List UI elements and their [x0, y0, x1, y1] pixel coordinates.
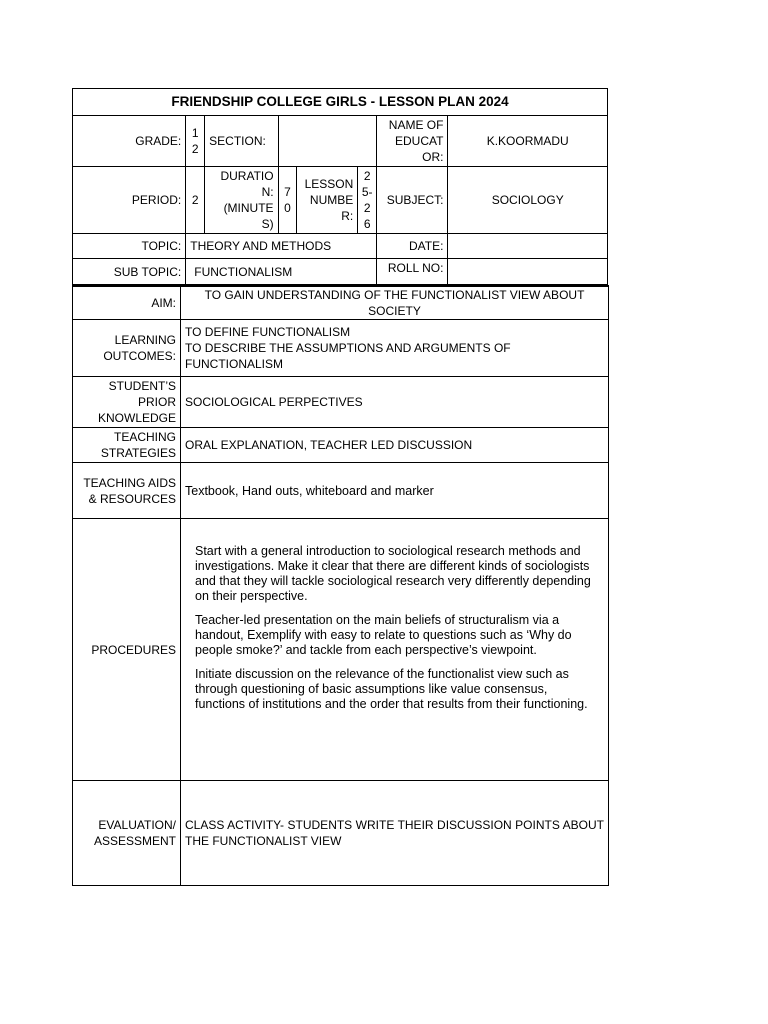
lesson-plan-document [72, 88, 608, 886]
topic-value: THEORY AND METHODS [186, 234, 377, 259]
duration-value: 7 0 [278, 167, 297, 234]
prior-knowledge-value: SOCIOLOGICAL PERPECTIVES [181, 377, 609, 428]
lesson-number-label: LESSON NUMBE R: [297, 167, 358, 234]
date-value [448, 234, 608, 259]
subject-value: SOCIOLOGY [448, 167, 608, 234]
educator-label: NAME OF EDUCAT OR: [377, 116, 448, 167]
topic-label: TOPIC: [73, 234, 186, 259]
educator-value: K.KOORMADU [448, 116, 608, 167]
subject-label: SUBJECT: [377, 167, 448, 234]
period-value: 2 [186, 167, 205, 234]
section-value [278, 116, 377, 167]
learning-outcome-item: TO DESCRIBE THE ASSUMPTIONS AND ARGUMENTS OF FUNCTIONALISM [185, 341, 511, 371]
roll-no-value [448, 259, 608, 285]
procedure-step: Initiate discussion on the relevance of the functionalist view such as through questioning of basic assumptions like value consensus, functions of institutions and the order that results from their functioning. [195, 667, 588, 711]
evaluation-label: EVALUATION/ ASSESSMENT [73, 781, 181, 886]
subtopic-value: FUNCTIONALISM [186, 259, 377, 285]
learning-outcome-item: TO DEFINE FUNCTIONALISM [185, 325, 351, 339]
learning-outcomes-value [181, 320, 609, 377]
period-label: PERIOD: [73, 167, 186, 234]
lesson-number-value: 2 5- 2 6 [358, 167, 377, 234]
evaluation-value: CLASS ACTIVITY- STUDENTS WRITE THEIR DISCUSSION POINTS ABOUT THE FUNCTIONALIST VIEW [181, 781, 609, 886]
procedures-value [181, 519, 609, 781]
teaching-strategies-value: ORAL EXPLANATION, TEACHER LED DISCUSSION [181, 428, 609, 463]
grade-value: 1 2 [186, 116, 205, 167]
aim-value: TO GAIN UNDERSTANDING OF THE FUNCTIONALIST VIEW ABOUT SOCIETY [181, 286, 609, 320]
prior-knowledge-label: STUDENT’S PRIOR KNOWLEDGE [73, 377, 181, 428]
aim-label: AIM: [73, 286, 181, 320]
teaching-strategies-label: TEACHING STRATEGIES [73, 428, 181, 463]
section-label: SECTION: [205, 116, 278, 167]
teaching-aids-value: Textbook, Hand outs, whiteboard and marker [181, 463, 609, 519]
document-title: FRIENDSHIP COLLEGE GIRLS - LESSON PLAN 2024 [73, 89, 608, 116]
procedures-label: PROCEDURES [73, 519, 181, 781]
duration-label: DURATIO N: (MINUTE S) [205, 167, 278, 234]
procedure-step: Teacher-led presentation on the main beliefs of structuralism via a handout, Exemplify with easy to relate to questions such as ‘Why do people smoke?’ and tackle from each perspective’s viewpoint. [195, 613, 572, 657]
lesson-plan-header-table [72, 88, 608, 285]
lesson-plan-body-table [72, 285, 609, 886]
subtopic-label: SUB TOPIC: [73, 259, 186, 285]
date-label: DATE: [377, 234, 448, 259]
teaching-aids-label: TEACHING AIDS & RESOURCES [73, 463, 181, 519]
grade-label: GRADE: [73, 116, 186, 167]
learning-outcomes-label: LEARNING OUTCOMES: [73, 320, 181, 377]
roll-no-label: ROLL NO: [377, 259, 448, 285]
procedure-step: Start with a general introduction to sociological research methods and investigations. Make it clear that there are different kinds of sociologists and that they will tackle sociological research very differently depending on their perspective. [195, 544, 591, 603]
